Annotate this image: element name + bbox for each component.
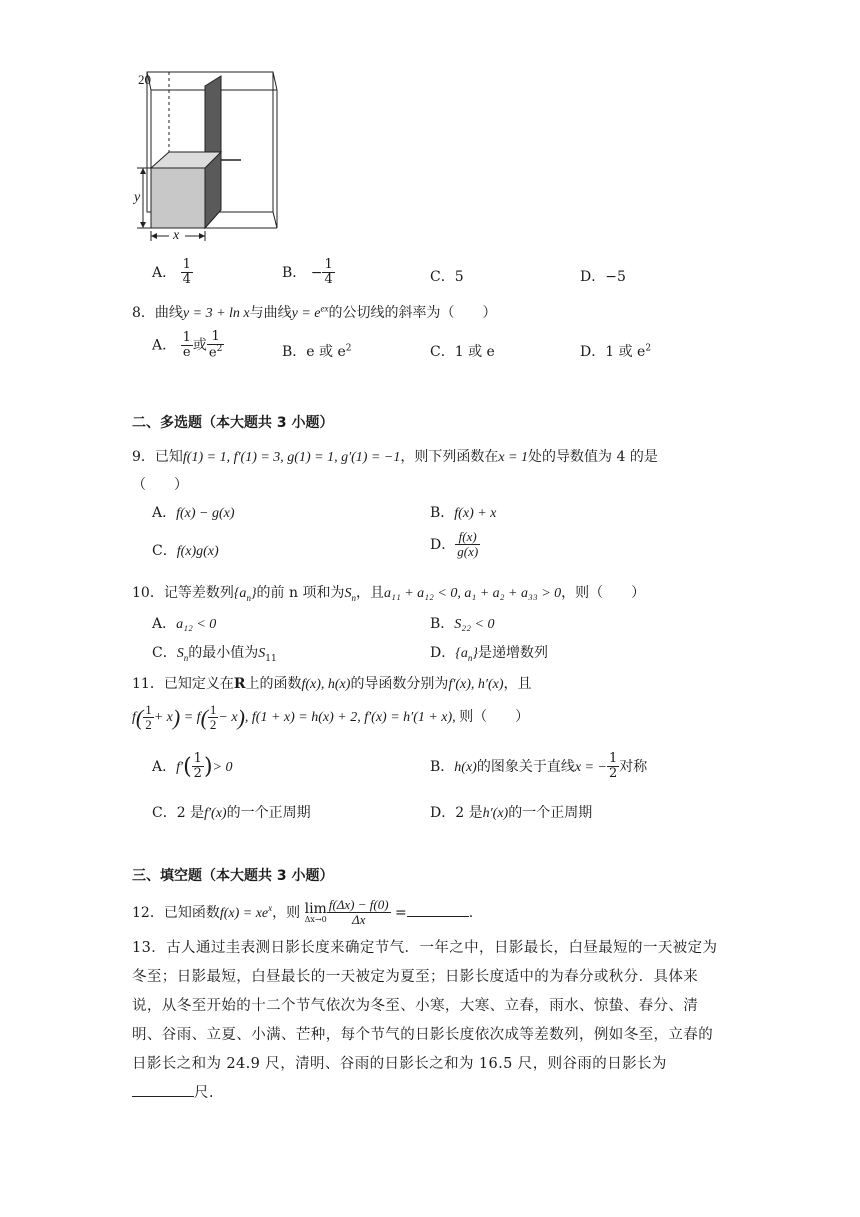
equals-sign: = [183,710,194,726]
fraction-numerator: 1 [324,257,333,272]
option-expression: {a [455,646,468,661]
option-text: −5 [605,269,626,285]
fraction-numerator: f(x) [455,530,480,545]
fraction-denominator: Δx [351,912,366,928]
option-letter: B． [282,264,307,281]
fraction-denominator: g(x) [457,544,479,560]
option-text: e 或 e [306,344,346,360]
q8-option-d [580,341,651,361]
subscript: n [183,652,189,663]
option-text: 1 或 e [605,344,646,360]
stem-text: ，且 [503,676,532,692]
option-expression: f(x) + x [454,506,497,521]
option-expression: f′ [176,759,184,775]
period: . [468,904,474,921]
stem-text: ，则（ ） [561,585,646,601]
question-number: 12．已知函数 [132,904,220,921]
exponent: x [268,903,273,914]
option-text: 的一个正周期 [226,805,311,821]
option-letter: C． [152,805,177,821]
option-text: 的最小值为 [188,645,259,661]
question-number: 8．曲线 [132,305,183,321]
fraction-numerator: 1 [182,257,191,272]
q11-option-a [152,752,233,782]
q8-option-a [152,330,224,361]
q9-option-c [152,540,219,560]
option-letter: C． [152,645,177,661]
function-expression: f(x) = xe [219,905,269,921]
equals-sign: = [395,904,407,921]
real-set-symbol: R [233,676,246,692]
exponent: 2 [216,344,223,355]
fraction-denominator: 2 [209,717,217,733]
option-text: 的一个正周期 [508,805,593,821]
q10-option-d [430,642,548,663]
q8-option-c [430,341,495,361]
option-text: 1 或 e [454,344,495,360]
q7-option-a [152,258,193,288]
function-symbol: f [196,710,201,726]
option-letter: B． [430,758,455,775]
fraction-numerator: 1 [608,751,618,766]
condition-expression: f(1) = 1, f′(1) = 3, g(1) = 1, g′(1) = −1 [182,450,401,465]
answer-blank[interactable] [132,1082,194,1097]
stem-text: 则（ ） [459,710,530,726]
q13-paragraph [132,934,724,1108]
fraction-numerator: 1 [193,751,202,766]
option-expression: f′(x) [204,806,227,821]
option-text: 5 [454,269,464,285]
option-expression: > 0 [212,759,233,775]
option-letter: A． [152,758,177,775]
condition-expression: a₁₁ + a₁₂ < 0, a₁ + a₂ + a₃₃ > 0 [383,586,562,601]
q7-option-b [282,258,335,288]
option-letter: D． [580,269,606,285]
stem-text: ，则下列函数在 [400,449,499,465]
option-expression: S [258,646,266,661]
q8-stem [132,302,497,322]
left-paren: ( [183,754,192,780]
option-text: 对称 [619,758,648,775]
fraction-denominator: 4 [182,272,191,288]
q11-option-c [152,802,311,822]
option-letter: C． [430,269,455,285]
stem-text: 的前 n 项和为 [256,585,345,601]
fraction-denominator: 4 [324,272,333,288]
left-paren: ( [135,704,144,730]
exponent: 2 [345,343,352,354]
q11-equation-line [132,703,529,733]
figure-label-x: x [173,228,180,243]
option-letter: C． [430,344,455,360]
option-letter: B． [430,616,455,632]
box-figure [125,68,295,246]
section-heading-fill-in: 三、填空题（本大题共 3 小题） [132,868,334,884]
fraction-numerator: 1 [145,702,152,717]
sequence-symbol: {a [233,586,247,601]
option-expression: f(x)g(x) [176,544,219,559]
option-letter: A． [152,616,177,632]
figure-label-y: y [134,190,141,205]
q7-option-d [580,266,626,286]
sum-symbol: S [344,586,352,601]
function-symbol: f [132,710,136,726]
fraction-numerator: 1 [182,329,191,345]
q11-stem [132,673,532,693]
option-letter: A． [152,505,177,521]
question-number: 9．已知 [132,449,183,465]
option-letter: D． [430,645,456,661]
limit-subscript: Δx→0 [304,914,327,924]
option-text: 是递增数列 [477,645,548,661]
option-expression: S₂₂ < 0 [454,617,495,632]
fraction-numerator: 1 [209,702,217,717]
derivative-expression: f′(x), h′(x) [448,677,504,692]
option-letter: D． [580,344,606,360]
q9-option-d [430,530,480,560]
option-expression: S [176,646,184,661]
q11-option-d [430,802,592,822]
stem-text: 的公切线的斜率为（ ） [328,305,497,321]
subscript: n [467,652,473,663]
sequence-symbol: } [250,586,257,601]
option-letter: B． [430,505,455,521]
stem-text: 的导函数分别为 [350,676,449,692]
figure-label-top: 20 [138,72,151,87]
option-text: 的图象关于直线 [476,758,575,775]
stem-text: 处的导数值为 4 的是 [528,449,658,465]
fraction-denominator: 2 [608,766,618,782]
option-text: 2 是 [455,805,483,821]
function-expression: f(x), h(x) [301,677,351,692]
q10-stem [132,582,645,603]
option-expression: f(x) − g(x) [176,506,235,521]
right-paren: ) [237,704,245,730]
expression-term: + x [153,710,173,726]
option-text: 2 是 [176,805,205,821]
q13-text: 13．古人通过圭表测日影长度来确定节气．一年之中，日影最长，白昼最短的一天被定为冬至；日影最短，白昼最长的一天被定为夏至；日影长度适中的为春分或秋分．具体来说，从冬至开始的十二个节气依次为冬至、小寒，大寒、立春，雨水、惊蛰、春分、清明、谷雨、立夏、小满、芒种，每个节气的日影长度依次成等差数列，例如冬至，立春的日影长之和为 24.9 尺，清明、谷雨的日影长之和为 16.5 尺，则谷雨的日影长为 [132,940,718,1072]
option-expression: h(x) [454,759,477,775]
stem-text: ，则 [272,904,301,921]
exponent: ex [320,303,329,314]
section-heading-multiple-choice: 二、多选题（本大题共 3 小题） [132,415,334,431]
q13-text-end: 尺. [194,1085,214,1101]
option-letter: B． [282,344,307,360]
answer-blank[interactable] [407,902,469,917]
fraction-numerator: f(Δx) − f(0) [328,897,389,912]
fraction-denominator: 2 [193,766,202,782]
option-letter: D． [430,805,456,821]
right-paren: ) [203,754,213,780]
limit-operator: lim [304,900,327,917]
q8-option-b [282,341,352,361]
q11-option-b [430,752,647,782]
option-letter: C． [152,543,177,559]
option-letter: D． [430,536,456,553]
fraction-denominator: 2 [145,717,152,733]
option-expression: h′(x) [482,806,509,821]
q10-option-a [152,613,216,633]
question-number: 10．记等差数列 [132,585,234,601]
stem-text: ，且 [355,585,384,601]
option-expression: } [472,646,478,661]
option-text: 或 [192,337,207,354]
curve-expression: y = 3 + ln x [182,306,250,321]
q9-stem [132,446,658,466]
right-paren: ) [172,704,181,730]
exponent: 2 [645,343,652,354]
expression-term: − x [218,710,238,726]
q10-option-b [430,613,494,633]
minus-sign: − [310,264,323,281]
option-expression: x = − [574,759,607,775]
expression-term: , f(1 + x) = h(x) + 2, f′(x) = h′(1 + x), [244,710,456,726]
q12-stem [132,898,473,928]
fraction-denominator: e [182,344,191,360]
q7-option-c [430,266,464,286]
option-letter: A． [152,337,177,354]
option-letter: A． [152,264,177,281]
point-expression: x = 1 [498,450,529,465]
stem-text: 上的函数 [245,676,302,692]
q10-option-c [152,642,277,664]
subscript: n [246,592,251,603]
stem-text: 与曲线 [249,305,292,321]
q9-option-a [152,502,235,522]
subscript: 11 [265,653,277,664]
curve-expression: y = e [291,306,321,321]
fraction-denominator: e [208,345,217,361]
q9-option-b [430,502,496,522]
q9-paren: （ ） [132,477,188,493]
option-expression: a₁₂ < 0 [176,617,217,632]
subscript: n [351,592,356,603]
question-number: 11．已知定义在 [132,676,234,692]
fraction-numerator: 1 [207,330,224,345]
left-paren: ( [200,704,208,730]
